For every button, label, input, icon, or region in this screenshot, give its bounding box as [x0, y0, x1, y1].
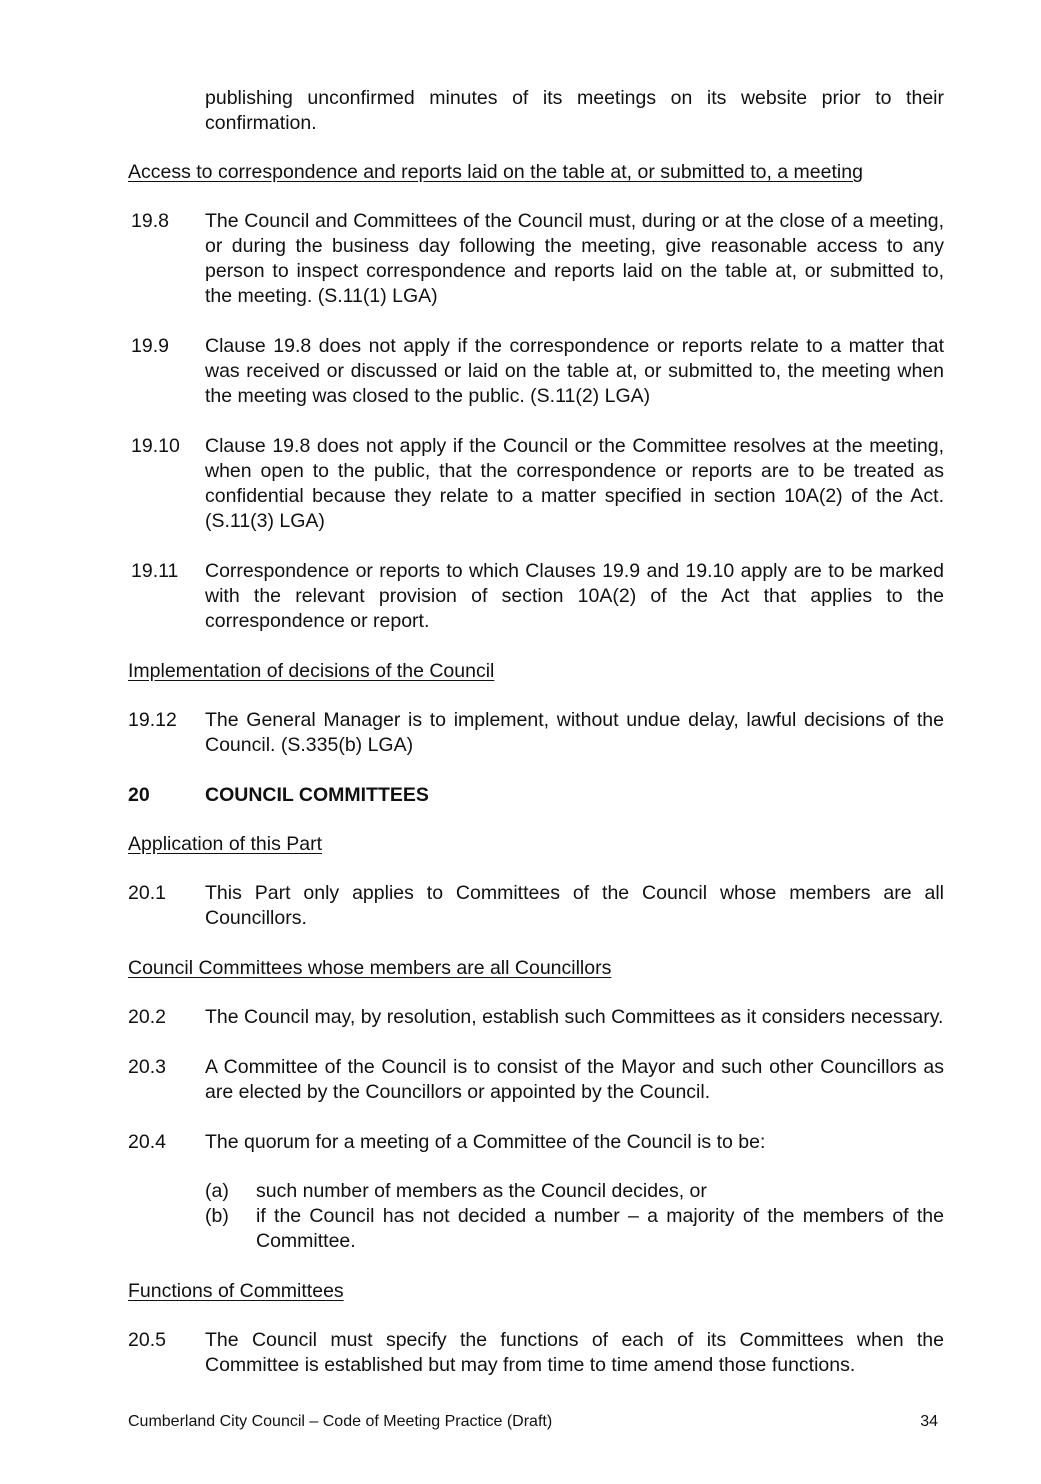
footer-document-title: Cumberland City Council – Code of Meeting Practice (Draft)	[128, 1413, 553, 1430]
clause-text: A Committee of the Council is to consist of the Mayor and such other Councillors as are elected by the Councillors or appointed by the Council.	[205, 1056, 944, 1103]
clause-19-11	[128, 559, 944, 634]
clause-20-5	[128, 1328, 944, 1378]
section-heading-20	[128, 783, 944, 808]
clause-19-10	[128, 434, 944, 534]
clause-20-3	[128, 1055, 944, 1105]
clause-number: 20.4	[128, 1131, 166, 1153]
clause-19-9	[128, 334, 944, 409]
clause-19-12	[128, 708, 944, 758]
footer-page-number: 34	[920, 1413, 938, 1430]
sublist-item-b	[205, 1204, 944, 1254]
clause-text: The Council may, by resolution, establish such Committees as it considers necessary.	[205, 1006, 944, 1028]
sublist-item-a	[205, 1179, 944, 1204]
clause-number: 19.9	[131, 335, 169, 357]
clause-text: The Council must specify the functions of each of its Committees when the Committee is established but may from time to time amend those functions.	[205, 1329, 944, 1376]
clause-19-8	[128, 209, 944, 309]
continuation-paragraph: publishing unconfirmed minutes of its meetings on its website prior to their confirmation.	[205, 87, 944, 134]
clause-number: 20.5	[128, 1329, 166, 1351]
heading-all-councillor-committees: Council Committees whose members are all Councillors	[128, 957, 612, 979]
clause-number: 20.3	[128, 1056, 166, 1078]
heading-implementation: Implementation of decisions of the Council	[128, 660, 495, 682]
clause-number: 19.8	[131, 210, 169, 232]
clause-number: 19.12	[128, 709, 177, 731]
clause-text: Correspondence or reports to which Clauses 19.9 and 19.10 apply are to be marked with the relevant provision of section 10A(2) of the Act that applies to the correspondence or report.	[205, 560, 944, 632]
document-page	[128, 86, 944, 1403]
clause-20-1	[128, 881, 944, 931]
clause-20-2	[128, 1005, 944, 1030]
sublist-label: (a)	[205, 1180, 229, 1202]
sublist-label: (b)	[205, 1205, 229, 1227]
clause-text: The quorum for a meeting of a Committee of the Council is to be:	[205, 1131, 766, 1153]
clause-number: 19.10	[131, 435, 180, 457]
sublist-text: if the Council has not decided a number – a majority of the members of the Committee.	[256, 1205, 944, 1252]
clause-text: This Part only applies to Committees of the Council whose members are all Councillors.	[205, 882, 944, 929]
quorum-sublist	[205, 1179, 944, 1254]
sublist-text: such number of members as the Council decides, or	[256, 1180, 707, 1202]
clause-text: Clause 19.8 does not apply if the Council or the Committee resolves at the meeting, when open to the public, that the correspondence or reports are to be treated as confidential because they relate to a matter specified in section 10A(2) of the Act. (S.11(3) LGA)	[205, 435, 944, 532]
clause-number: 19.11	[131, 560, 179, 582]
clause-text: Clause 19.8 does not apply if the correspondence or reports relate to a matter that was received or discussed or laid on the table at, or submitted to, the meeting when the meeting was closed to the public. (S.11(2) LGA)	[205, 335, 944, 407]
page-footer	[128, 1413, 938, 1431]
heading-application-of-part: Application of this Part	[128, 833, 323, 855]
clause-text: The Council and Committees of the Council must, during or at the close of a meeting, or during the business day following the meeting, give reasonable access to any person to inspect correspondence and reports laid on the table at, or submitted to, the meeting. (S.11(1) LGA)	[205, 210, 944, 307]
clause-number: 20.2	[128, 1006, 166, 1028]
clause-20-4	[128, 1130, 944, 1155]
section-number: 20	[128, 784, 150, 806]
heading-functions-of-committees: Functions of Committees	[128, 1280, 344, 1302]
section-title: COUNCIL COMMITTEES	[205, 784, 429, 806]
clause-number: 20.1	[128, 882, 166, 904]
clause-text: The General Manager is to implement, without undue delay, lawful decisions of the Council. (S.335(b) LGA)	[205, 709, 944, 756]
heading-access-to-correspondence: Access to correspondence and reports laid on the table at, or submitted to, a meeting	[128, 161, 863, 183]
